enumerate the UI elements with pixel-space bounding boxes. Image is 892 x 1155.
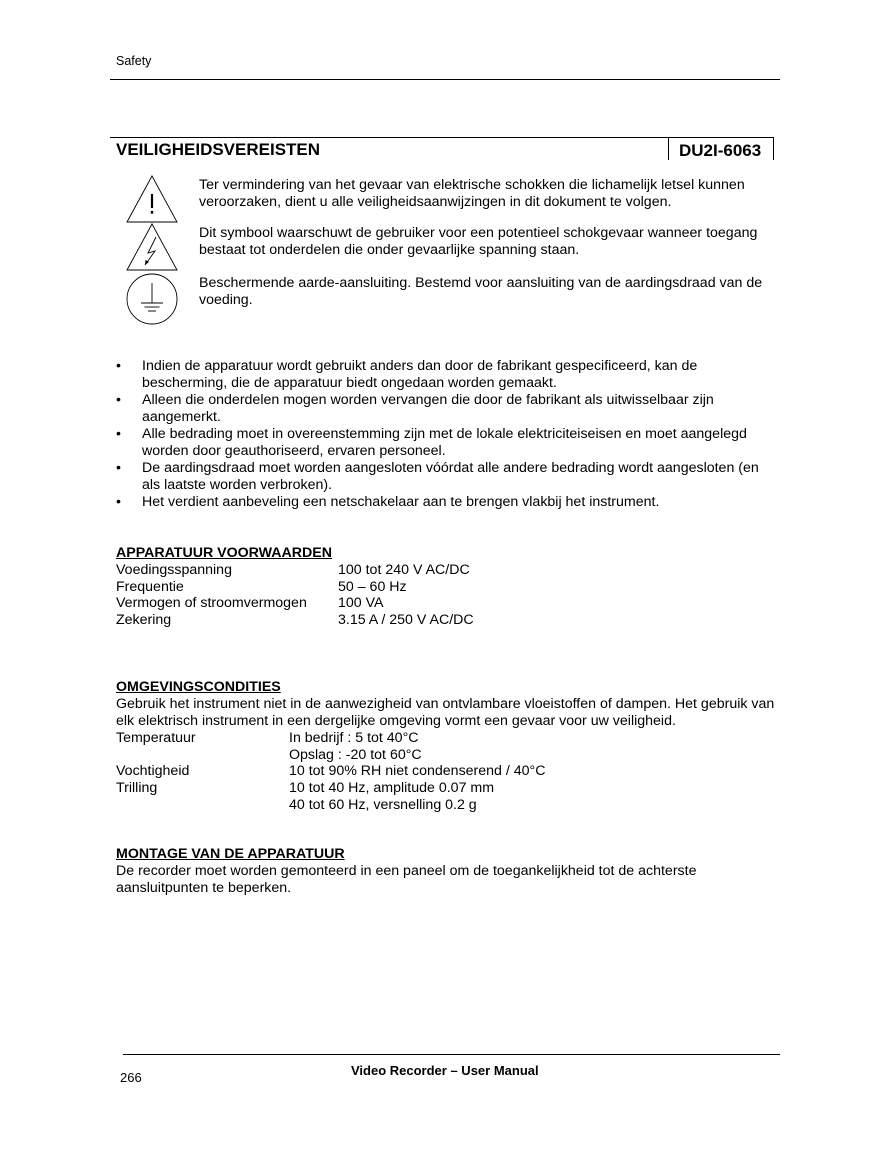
shock-hazard-icon [124,222,180,277]
spec-row [116,797,776,814]
bullet-marker: • [116,392,121,408]
list-item: • Indien de apparatuur wordt gebruikt anders dan door de fabrikant gespecificeerd, kan de bescherming, die de apparatuur biedt ongedaan worden gemaakt. [116,358,698,391]
spec-label: Vermogen of stroomvermogen [116,595,307,612]
environmental-conditions-section [116,679,776,813]
section-heading: MONTAGE VAN DE APPARATUUR [116,846,345,862]
page-number: 266 [120,1070,142,1085]
spec-label: Zekering [116,612,172,629]
spec-value: 100 tot 240 V AC/DC [338,562,470,578]
list-item: • De aardingsdraad moet worden aangesloten vóórdat alle andere bedrading wordt aangesloten (en als laatste worden verbroken). [116,460,759,493]
bullet-marker: • [116,358,121,374]
bullet-marker: • [116,494,121,510]
spec-value: In bedrijf : 5 tot 40°C [289,730,419,746]
spec-row [116,730,776,747]
list-item: • Alle bedrading moet in overeenstemming zijn met de lokale elektriciteiseisen en moet aangelegd worden door geauthoriseerd, ervaren personeel. [116,426,747,459]
symbol-description: Dit symbool waarschuwt de gebruiker voor een potentieel schokgevaar wanneer toegang bestaat tot onderdelen die onder gevaarlijke spanning staan. [199,225,758,258]
page-title: VEILIGHEIDSVEREISTEN [116,140,321,159]
spec-row [116,780,776,797]
safety-bullet-list [116,358,780,511]
spec-value: 10 tot 90% RH niet condenserend / 40°C [289,763,546,780]
spec-row [116,562,776,579]
running-header: Safety [116,54,152,68]
spec-label: Temperatuur [116,730,196,746]
spec-value: 10 tot 40 Hz, amplitude 0.07 mm [289,780,495,797]
warning-triangle-icon [124,174,180,229]
symbol-description: Ter vermindering van het gevaar van elektrische schokken die lichamelijk letsel kunnen veroorzaken, dient u alle veiligheidsaanwijzingen in dit dokument te volgen. [199,177,745,210]
spec-label: Vochtigheid [116,763,190,780]
title-rule [110,137,668,138]
mounting-section [116,846,776,897]
model-number: DU2I-6063 [679,141,762,160]
spec-label: Trilling [116,780,158,797]
spec-label: Voedingsspanning [116,562,232,578]
spec-row [116,747,776,764]
spec-label: Frequentie [116,578,184,595]
section-heading: OMGEVINGSCONDITIES [116,679,281,695]
section-paragraph: De recorder moet worden gemonteerd in een paneel om de toegankelijkheid tot de achterste aansluitpunten te beperken. [116,863,697,896]
model-box [668,137,774,160]
spec-row [116,612,776,629]
spec-value: 50 – 60 Hz [338,578,407,595]
list-item: • Het verdient aanbeveling een netschakelaar aan te brengen vlakbij het instrument. [116,494,660,510]
spec-value: 3.15 A / 250 V AC/DC [338,612,474,629]
section-heading: APPARATUUR VOORWAARDEN [116,545,332,561]
footer-title: Video Recorder – User Manual [351,1063,539,1078]
spec-row [116,595,776,612]
section-paragraph: Gebruik het instrument niet in de aanwezigheid van ontvlambare vloeistoffen of dampen. Het gebruik van elk elektrisch instrument in een dergelijke omgeving vormt een gevaar voor uw veiligheid. [116,696,775,729]
bullet-marker: • [116,460,121,476]
equipment-conditions-section [116,545,776,629]
spec-value: Opslag : -20 tot 60°C [289,746,422,763]
spec-row [116,763,776,780]
section-title-bar [110,137,780,161]
list-item: • Alleen die onderdelen mogen worden vervangen die door de fabrikant als uitwisselbaar zijn aangemerkt. [116,392,714,425]
header-divider [110,79,780,80]
bullet-marker: • [116,426,121,442]
protective-earth-icon [124,272,180,331]
spec-value: 100 VA [338,595,384,612]
spec-value: 40 tot 60 Hz, versnelling 0.2 g [289,796,477,813]
spec-row [116,579,776,596]
symbol-description: Beschermende aarde-aansluiting. Bestemd voor aansluiting van de aardingsdraad van de voeding. [199,275,763,308]
footer-divider [123,1054,780,1055]
